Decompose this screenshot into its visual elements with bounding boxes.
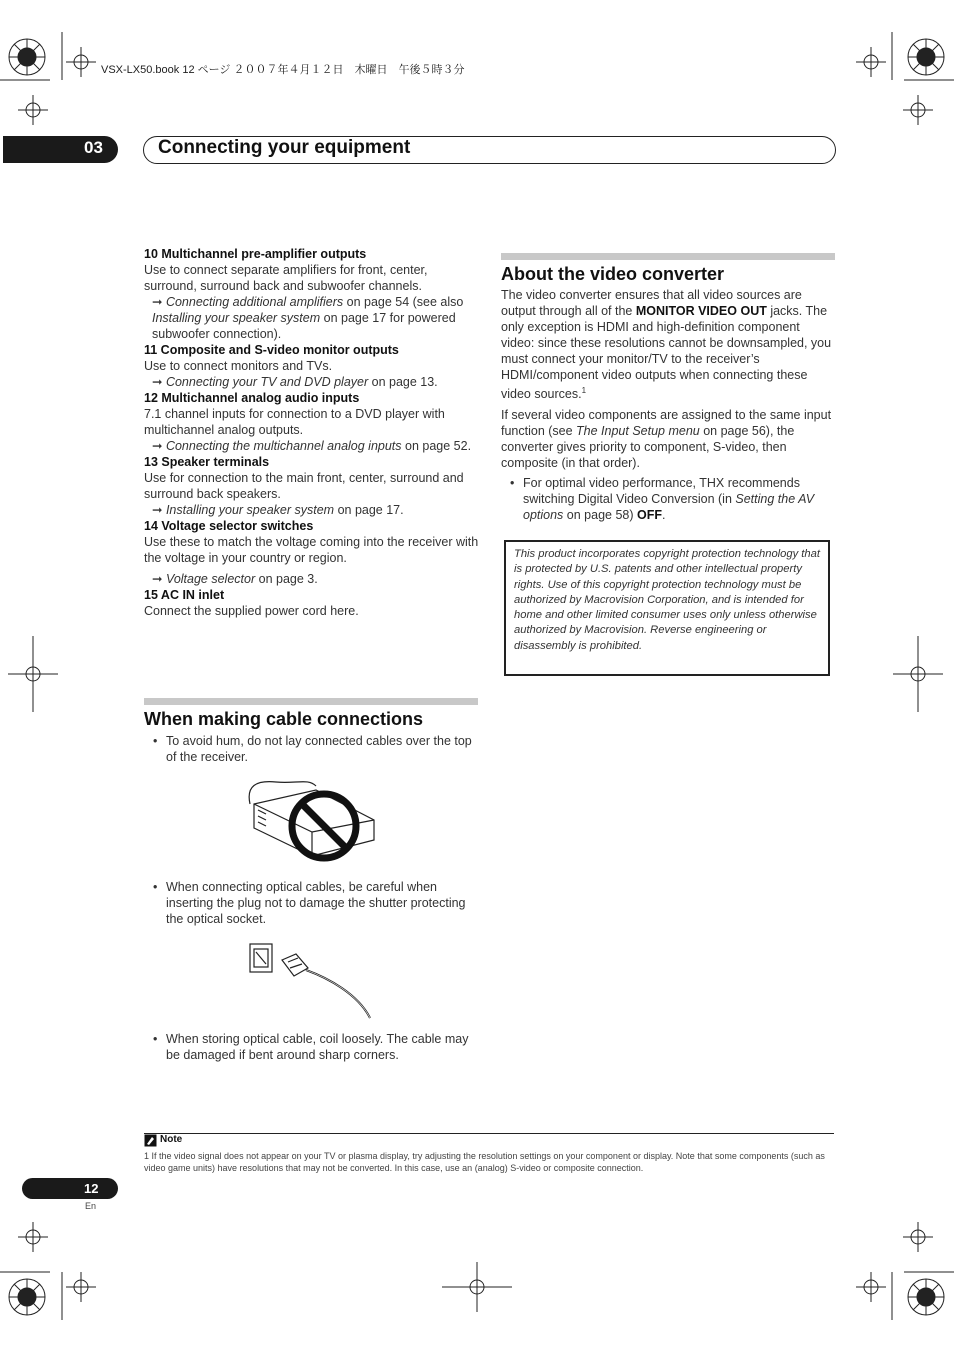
item-12 [144,390,480,454]
optical-cable-illustration [248,942,378,1024]
video-converter-body [501,287,835,523]
cable-section-title: When making cable connections [144,709,424,729]
bullet-text: • When connecting optical cables, be careful when inserting the plug not to damage the shutter protecting the optical socket. [144,879,478,927]
arrow-icon: ➞ [152,439,166,453]
ref-text: on page 17 for powered subwoofer connection). [152,311,456,341]
chapter-number: 03 [84,138,103,157]
cable-bullet-1 [144,733,478,765]
section-rule-left [144,698,478,705]
ref-link: Voltage selector [165,572,256,586]
video-converter-title: About the video converter [501,264,725,284]
item-heading: 14 Voltage selector switches [144,519,314,533]
arrow-icon: ➞ [152,572,166,586]
chapter-title: Connecting your equipment [158,137,411,158]
p2-ref: The Input Setup menu [576,424,700,439]
ref-text: on page 13. [368,375,438,389]
footnote-text: 1 If the video signal does not appear on your TV or plasma display, try adjusting the resolution settings on your component or display. Note that some components (such as video game units) have resolutions that may not be converted. In this case, use an (analog) S-video or composite connection. [144,1151,825,1173]
item-body: Use to connect separate amplifiers for front, center, surround, surround back and subwoofer channels. [144,263,428,293]
bullet-ref: Setting the AV options [523,492,815,523]
footer-rule [144,1133,834,1134]
monitor-video-out-label: MONITOR VIDEO OUT [635,304,767,318]
item-heading: 11 Composite and S-video monitor outputs [144,343,399,357]
page-number: 12 [84,1181,99,1196]
p2-text-a: If several video components are assigned to the same input function (see [501,408,832,439]
item-body: Use for connection to the main front, center, surround and surround back speakers. [144,471,464,501]
p2-text-b: on page 56), the converter gives priority to component, S-video, then composite (in that order). [501,424,795,471]
bullet-text-b: on page 58) [563,508,637,523]
section-rule-right [501,253,835,260]
receiver-no-cable-illustration [246,776,382,868]
copyright-notice-box: This product incorporates copyright protection technology that is protected by U.S. patents and other intellectual property rights. Use of this copyright protection technology must be authorized by Macrovision Corporation, and is intended for home and other limited consumer uses only unless otherwise authorized by Macrovision. Reverse engineering or disassembly is prohibited. [504,540,830,676]
ref-text: on page 54 (see also [343,295,464,309]
item-heading: 10 Multichannel pre-amplifier outputs [144,247,367,261]
item-14 [144,518,480,587]
cross-reference [144,571,480,587]
cable-bullet-3 [144,1031,478,1063]
p1-text-a: The video converter ensures that all video sources are output through all of the [501,288,802,318]
item-13 [144,454,480,518]
page-language: En [85,1201,97,1211]
ref-link: Installing your speaker system [165,503,335,517]
arrow-icon: ➞ [152,295,166,309]
ref-link: Connecting the multichannel analog inputs [165,439,402,453]
footnote-ref: 1 [581,386,587,395]
paragraph-1 [501,287,835,402]
item-11 [144,342,480,390]
cross-reference [144,294,480,342]
page-badge [22,1178,118,1199]
item-heading: 15 AC IN inlet [144,588,225,602]
item-10 [144,246,480,342]
arrow-icon: ➞ [152,503,166,517]
paragraph-2 [501,407,835,471]
item-body: Use these to match the voltage coming into the receiver with the voltage in your country or region. [144,535,479,565]
thx-bullet [501,475,835,523]
note-label: Note [160,1134,183,1145]
bullet-text: • To avoid hum, do not lay connected cables over the top of the receiver. [144,733,478,765]
ref-text: on page 17. [334,503,404,517]
file-info: VSX-LX50.book 12 ページ ２００７年４月１２日 木曜日 午後５時３分 [101,64,465,76]
cable-bullet-2 [144,879,478,927]
item-heading: 12 Multichannel analog audio inputs [144,391,360,405]
item-heading: 13 Speaker terminals [144,455,270,469]
item-body: Connect the supplied power cord here. [144,604,359,618]
ref-text: on page 3. [255,572,318,586]
p1-text-b: jacks. The only exception is HDMI and high-definition component video: since these resolutions cannot be downsampled, you must connect your monitor/TV to the receiver’s HDMI/component video outputs when connecting these video sources. [501,304,832,402]
item-body: Use to connect monitors and TVs. [144,359,333,373]
item-body: 7.1 channel inputs for connection to a DVD player with multichannel analog outputs. [144,407,445,437]
cross-reference [144,502,480,518]
ref-link: Installing your speaker system [152,311,321,325]
bullet-text: • When storing optical cable, coil loosely. The cable may be damaged if bent around sharp corners. [144,1031,478,1063]
note-icon [144,1134,157,1147]
bullet-text-end: . [661,508,666,523]
bullet-text-a: For optimal video performance, THX recommends switching Digital Video Conversion (in [523,476,800,507]
cross-reference [144,374,480,390]
left-column-items [144,246,480,619]
arrow-icon: ➞ [152,375,166,389]
ref-text: on page 52. [401,439,472,453]
ref-link: Connecting additional amplifiers [165,295,344,309]
ref-link: Connecting your TV and DVD player [165,375,369,389]
cross-reference [144,438,480,454]
item-15 [144,587,480,619]
off-label: OFF [636,508,662,523]
